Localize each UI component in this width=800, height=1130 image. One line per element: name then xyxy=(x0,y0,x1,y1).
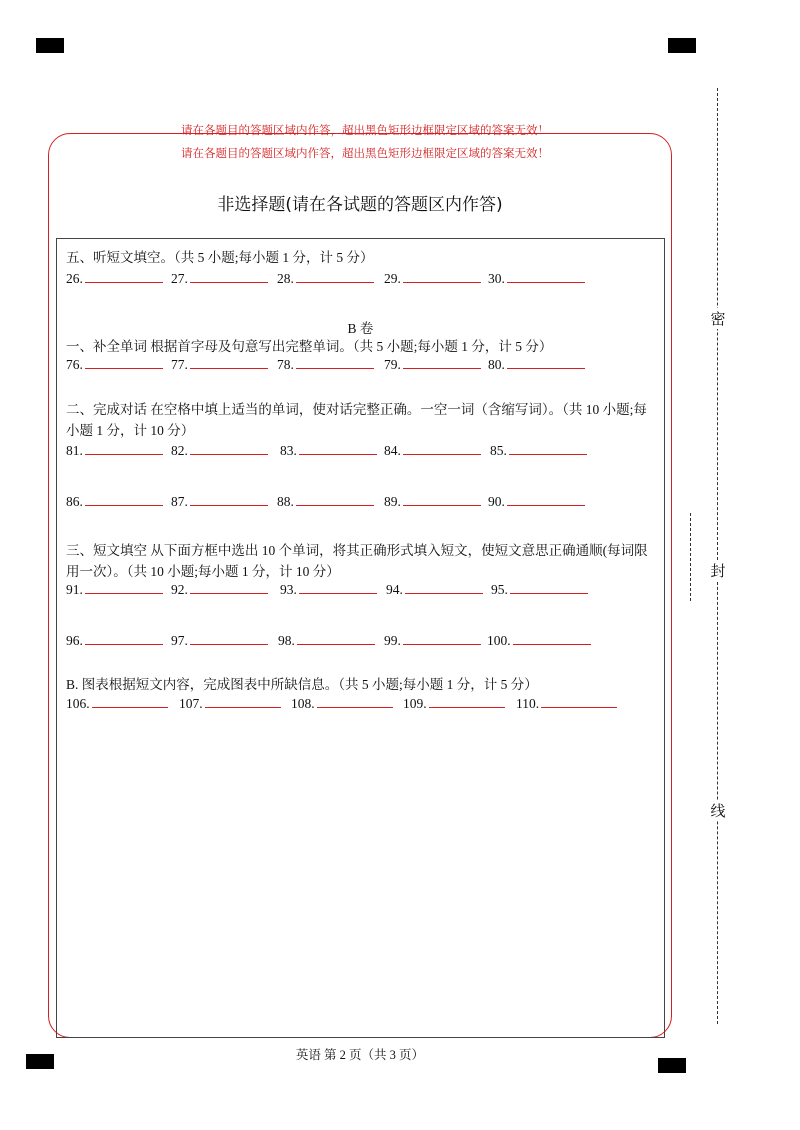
answer-blank[interactable] xyxy=(85,354,163,369)
answer-blank[interactable] xyxy=(190,354,268,369)
item-number: 29. xyxy=(384,271,401,286)
item-number: 94. xyxy=(386,582,403,597)
answer-blank[interactable] xyxy=(297,630,375,645)
answer-blank[interactable] xyxy=(85,268,163,283)
answer-blank[interactable] xyxy=(190,491,268,506)
item-number: 109. xyxy=(403,696,427,711)
answer-blank[interactable] xyxy=(403,630,481,645)
b-volume-label: B 卷 xyxy=(347,321,374,336)
item-number: 28. xyxy=(277,271,294,286)
item-number: 91. xyxy=(66,582,83,597)
item-number: 92. xyxy=(171,582,188,597)
item-number: 86. xyxy=(66,494,83,509)
answer-blank[interactable] xyxy=(190,440,268,455)
answer-blank[interactable] xyxy=(296,354,374,369)
answer-blank[interactable] xyxy=(299,440,377,455)
item-number: 110. xyxy=(516,696,540,711)
registration-mark-top-right xyxy=(668,38,696,53)
binding-label-mi: 密 xyxy=(708,308,728,329)
section-5-heading: 五、听短文填空。（共 5 小题;每小题 1 分，计 5 分） xyxy=(66,250,374,265)
section-2-heading: 二、完成对话 在空格中填上适当的单词，使对话完整正确。一空一词（含缩写词）。（共 10 小题;每小题 1 分，计 10 分） xyxy=(66,402,647,438)
registration-mark-top-left xyxy=(36,38,64,53)
answer-blank[interactable] xyxy=(85,491,163,506)
answer-blank[interactable] xyxy=(513,630,591,645)
item-number: 84. xyxy=(384,443,401,458)
answer-blank[interactable] xyxy=(507,268,585,283)
item-number: 89. xyxy=(384,494,401,509)
answer-blank[interactable] xyxy=(190,579,268,594)
item-number: 88. xyxy=(277,494,294,509)
item-number: 83. xyxy=(280,443,297,458)
item-number: 97. xyxy=(171,633,188,648)
answer-blank[interactable] xyxy=(299,579,377,594)
item-number: 98. xyxy=(278,633,295,648)
item-number: 107. xyxy=(179,696,203,711)
item-number: 108. xyxy=(291,696,315,711)
warning-line-2: 请在各题目的答题区域内作答，超出黑色矩形边框限定区域的答案无效！ xyxy=(181,148,549,160)
item-number: 85. xyxy=(490,443,507,458)
section-title: 非选择题(请在各试题的答题区内作答) xyxy=(217,195,503,215)
answer-blank[interactable] xyxy=(403,440,481,455)
item-number: 80. xyxy=(488,357,505,372)
answer-blank[interactable] xyxy=(296,268,374,283)
item-number: 77. xyxy=(171,357,188,372)
answer-blank[interactable] xyxy=(405,579,483,594)
section-b-heading: B. 图表根据短文内容，完成图表中所缺信息。（共 5 小题;每小题 1 分，计 5 分） xyxy=(66,677,538,692)
binding-label-feng: 封 xyxy=(708,560,728,581)
item-number: 95. xyxy=(491,582,508,597)
answer-blank[interactable] xyxy=(85,630,163,645)
answer-blank[interactable] xyxy=(541,693,617,708)
item-number: 82. xyxy=(171,443,188,458)
item-number: 78. xyxy=(277,357,294,372)
section-3-heading: 三、短文填空 从下面方框中选出 10 个单词，将其正确形式填入短文，使短文意思正确通顺(每词限用一次）。（共 10 小题;每小题 1 分，计 10 分） xyxy=(66,543,648,579)
binding-side-dash xyxy=(690,513,691,601)
item-number: 90. xyxy=(488,494,505,509)
answer-blank[interactable] xyxy=(509,440,587,455)
page-footer: 英语 第 2 页（共 3 页） xyxy=(295,1048,425,1062)
answer-blank[interactable] xyxy=(429,693,505,708)
answer-blank[interactable] xyxy=(403,268,481,283)
answer-box xyxy=(56,238,665,1038)
answer-blank[interactable] xyxy=(510,579,588,594)
answer-blank[interactable] xyxy=(85,440,163,455)
item-number: 27. xyxy=(171,271,188,286)
answer-blank[interactable] xyxy=(317,693,393,708)
answer-blank[interactable] xyxy=(85,579,163,594)
answer-blank[interactable] xyxy=(190,630,268,645)
item-number: 79. xyxy=(384,357,401,372)
answer-blank[interactable] xyxy=(205,693,281,708)
answer-blank[interactable] xyxy=(507,354,585,369)
answer-blank[interactable] xyxy=(403,354,481,369)
warning-line-1: 请在各题目的答题区域内作答，超出黑色矩形边框限定区域的答案无效！ xyxy=(181,125,549,137)
item-number: 100. xyxy=(487,633,511,648)
answer-blank[interactable] xyxy=(507,491,585,506)
item-number: 87. xyxy=(171,494,188,509)
section-1-heading: 一、补全单词 根据首字母及句意写出完整单词。（共 5 小题;每小题 1 分，计 5 分） xyxy=(66,339,553,354)
answer-blank[interactable] xyxy=(190,268,268,283)
binding-dashed-line xyxy=(717,88,718,1024)
item-number: 106. xyxy=(66,696,90,711)
item-number: 30. xyxy=(488,271,505,286)
item-number: 26. xyxy=(66,271,83,286)
item-number: 81. xyxy=(66,443,83,458)
item-number: 96. xyxy=(66,633,83,648)
answer-blank[interactable] xyxy=(403,491,481,506)
item-number: 93. xyxy=(280,582,297,597)
item-number: 76. xyxy=(66,357,83,372)
binding-label-xian: 线 xyxy=(708,800,728,821)
item-number: 99. xyxy=(384,633,401,648)
answer-blank[interactable] xyxy=(92,693,168,708)
answer-blank[interactable] xyxy=(296,491,374,506)
